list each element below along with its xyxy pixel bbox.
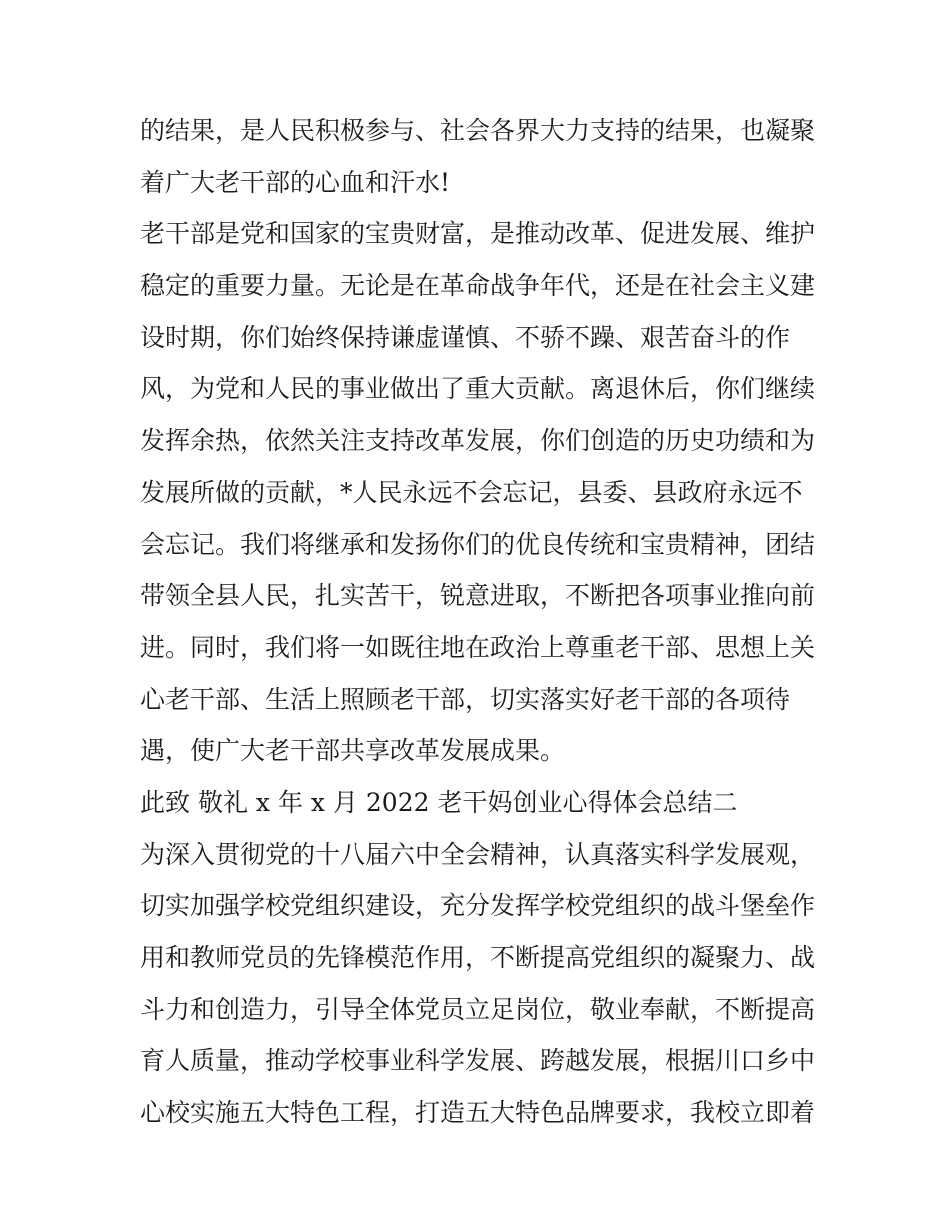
text-line: 带领全县人民，扎实苦干，锐意进取，不断把各项事业推向前 xyxy=(140,581,816,611)
text-line: 着广大老干部的心血和汗水! xyxy=(140,167,451,197)
text-line: 发挥余热，依然关注支持改革发展，你们创造的历史功绩和为 xyxy=(140,426,816,456)
text-line: 风，为党和人民的事业做出了重大贡献。离退休后，你们继续 xyxy=(140,374,816,404)
text-line: 会忘记。我们将继承和发扬你们的优良传统和宝贵精神，团结 xyxy=(140,529,816,559)
body-text xyxy=(140,105,830,1139)
text-line: 的结果，是人民积极参与、社会各界大力支持的结果，也凝聚 xyxy=(140,116,816,145)
text-line: 心校实施五大特色工程，打造五大特色品牌要求，我校立即着 xyxy=(140,1098,816,1128)
text-line: 老干部是党和国家的宝贵财富，是推动改革、促进发展、维护 xyxy=(140,219,816,249)
text-line: 切实加强学校党组织建设，充分发挥学校党组织的战斗堡垒作 xyxy=(140,891,816,921)
heading-line: 此致 敬礼 x 年 x 月 2022 老干妈创业心得体会总结二 xyxy=(140,787,738,817)
text-line: 斗力和创造力，引导全体党员立足岗位，敬业奉献，不断提高 xyxy=(140,994,816,1024)
text-line: 遇，使广大老干部共享改革发展成果。 xyxy=(140,736,566,766)
text-line: 发展所做的贡献，*人民永远不会忘记，县委、县政府永远不 xyxy=(140,477,803,507)
text-line: 育人质量，推动学校事业科学发展、跨越发展，根据川口乡中 xyxy=(140,1046,816,1076)
text-line: 用和教师党员的先锋模范作用，不断提高党组织的凝聚力、战 xyxy=(140,943,816,972)
text-line: 设时期，你们始终保持谦虚谨慎、不骄不躁、艰苦奋斗的作 xyxy=(140,322,791,352)
text-line: 稳定的重要力量。无论是在革命战争年代，还是在社会主义建 xyxy=(140,271,816,301)
text-line: 进。同时，我们将一如既往地在政治上尊重老干部、思想上关 xyxy=(140,632,816,662)
text-line: 为深入贯彻党的十八届六中全会精神，认真落实科学发展观， xyxy=(140,839,816,869)
text-line: 心老干部、生活上照顾老干部，切实落实好老干部的各项待 xyxy=(140,684,791,714)
